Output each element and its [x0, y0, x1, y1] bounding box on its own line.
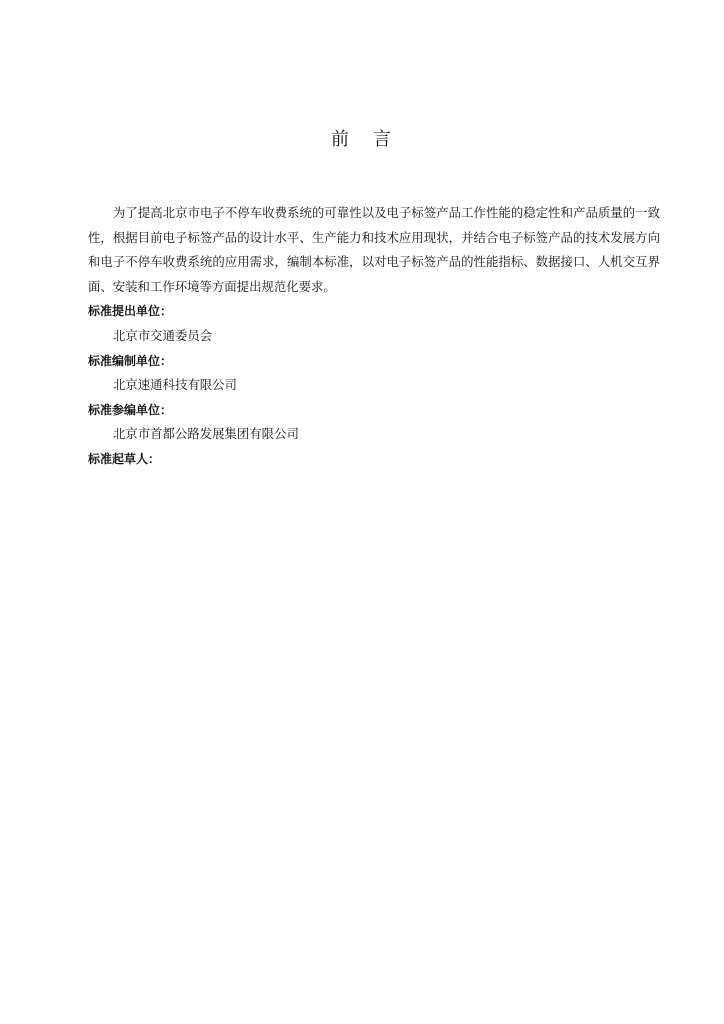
- page-title: [0, 125, 724, 151]
- participating-unit-value: 北京市首都公路发展集团有限公司: [113, 426, 299, 442]
- drafters-heading: 标准起草人：: [88, 451, 161, 466]
- proposer-heading: 标准提出单位：: [88, 304, 173, 319]
- drafting-unit-heading: 标准编制单位：: [88, 353, 173, 368]
- participating-unit-heading: 标准参编单位：: [88, 402, 173, 417]
- drafting-unit-value: 北京速通科技有限公司: [113, 377, 237, 393]
- intro-paragraph: 为了提高北京市电子不停车收费系统的可靠性以及电子标签产品工作性能的稳定性和产品质量的一致性，根据目前电子标签产品的设计水平、生产能力和技术应用现状，并结合电子标签产品的技术发展方向和电子不停车收费系统的应用需求，编制本标准，以对电子标签产品的性能指标、数据接口、人机交互界面、安装和工作环境等方面提出规范化要求。: [88, 205, 660, 294]
- page-title-part2: 言: [373, 129, 393, 150]
- document-body: [88, 201, 660, 472]
- page-title-part1: 前: [331, 129, 351, 150]
- proposer-value: 北京市交通委员会: [113, 327, 213, 343]
